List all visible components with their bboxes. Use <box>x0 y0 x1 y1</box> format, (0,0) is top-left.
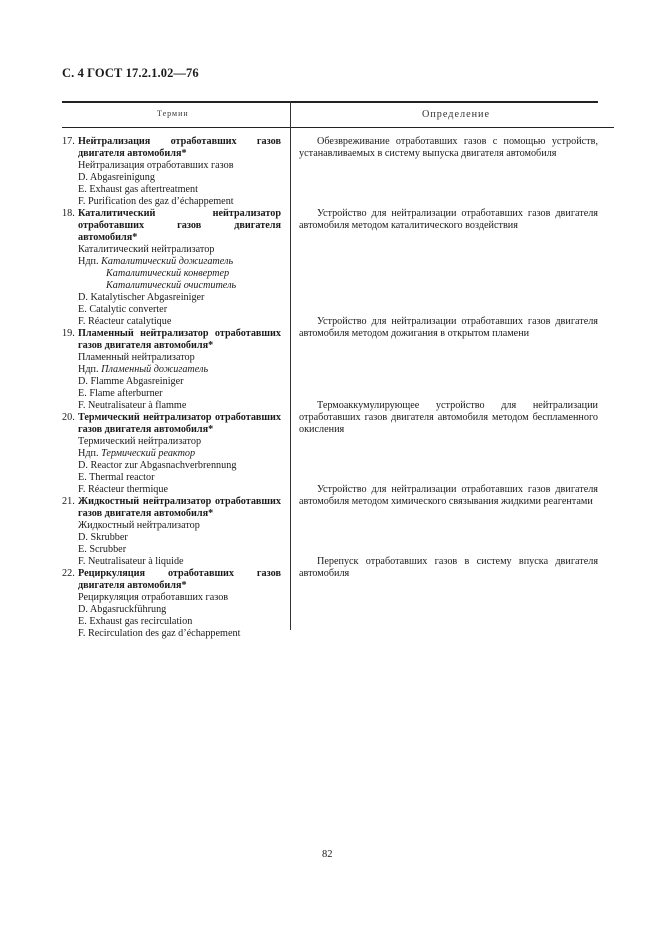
term-line: E. Flame afterburner <box>78 388 163 399</box>
term-line: F. Réacteur catalytique <box>78 316 172 327</box>
definition-17: Обезвреживание отработавших газов с помощью устройств, устанавливаемых в систему выпуска двигателя автомобиля <box>299 136 598 159</box>
entry-number: 18. <box>62 208 75 219</box>
ndp-prefix: Ндп. <box>78 448 99 459</box>
term-line: Термический нейтрализатор <box>78 436 202 447</box>
ndp-line <box>62 256 281 268</box>
entry-title: Пламенный нейтрализатор отработавших газов двигателя автомобиля* <box>78 328 281 351</box>
term-line: F. Purification des gaz d’échappement <box>78 196 234 207</box>
entry-title: Каталитический нейтрализатор отработавших газов двигателя автомобиля* <box>78 208 281 243</box>
entry-number: 19. <box>62 328 75 339</box>
term-line: D. Reactor zur Abgasnachverbrennung <box>78 460 237 471</box>
term-line: E. Thermal reactor <box>78 472 155 483</box>
ndp-term: Термический реактор <box>101 448 196 459</box>
term-entry-17 <box>62 136 281 208</box>
ndp-term: Каталитический очиститель <box>106 280 237 291</box>
table-top-rule <box>62 101 598 103</box>
page-header: С. 4 ГОСТ 17.2.1.02—76 <box>62 66 199 80</box>
table-header-rule <box>62 127 614 128</box>
ndp-line <box>62 448 281 460</box>
term-line: D. Abgasreinigung <box>78 172 155 183</box>
entry-number: 20. <box>62 412 75 423</box>
term-entry-20 <box>62 412 281 496</box>
term-line: D. Flamme Abgasreiniger <box>78 376 184 387</box>
term-line: E. Exhaust gas recirculation <box>78 616 193 627</box>
term-line: Рециркуляция отработавших газов <box>78 592 229 603</box>
term-entry-22 <box>62 568 281 640</box>
definition-19: Устройство для нейтрализации отработавших газов двигателя автомобиля методом дожигания в открытом пламени <box>299 316 598 339</box>
definition-20: Термоаккумулирующее устройство для нейтрализации отработавших газов двигателя автомобиля методом беспламенного окисления <box>299 400 598 435</box>
term-line: Жидкостный нейтрализатор <box>78 520 200 531</box>
column-header-definition: Определение <box>422 109 491 120</box>
term-line: F. Neutralisateur à liquide <box>78 556 184 567</box>
term-line: F. Recirculation des gaz d’échappement <box>78 628 241 639</box>
entry-title: Рециркуляция отработавших газов двигателя автомобиля* <box>78 568 281 591</box>
term-line: Пламенный нейтрализатор <box>78 352 195 363</box>
term-line: F. Neutralisateur à flamme <box>78 400 187 411</box>
term-line: Нейтрализация отработавших газов <box>78 160 234 171</box>
entry-number: 21. <box>62 496 75 507</box>
term-line: E. Exhaust gas aftertreatment <box>78 184 198 195</box>
ndp-term: Пламенный дожигатель <box>101 364 209 375</box>
terms-column <box>62 136 281 640</box>
ndp-line <box>62 364 281 376</box>
term-line: E. Scrubber <box>78 544 127 555</box>
term-line: Каталитический нейтрализатор <box>78 244 215 255</box>
term-entry-19 <box>62 328 281 412</box>
entry-title: Термический нейтрализатор отработавших газов двигателя автомобиля* <box>78 412 281 435</box>
entry-number: 17. <box>62 136 75 147</box>
term-line: E. Catalytic converter <box>78 304 168 315</box>
term-entry-21 <box>62 496 281 568</box>
definition-21: Устройство для нейтрализации отработавших газов двигателя автомобиля методом химического связывания жидкими реагентами <box>299 484 598 507</box>
entry-number: 22. <box>62 568 75 579</box>
page-number: 82 <box>322 849 333 860</box>
term-line: D. Katalytischer Abgasreiniger <box>78 292 205 303</box>
entry-title: Нейтрализация отработавших газов двигателя автомобиля* <box>78 136 281 159</box>
ndp-term: Каталитический дожигатель <box>101 256 234 267</box>
column-header-term: Термин <box>157 109 189 118</box>
column-divider <box>290 101 291 630</box>
term-line: D. Abgasruckführung <box>78 604 167 615</box>
term-entry-18 <box>62 208 281 328</box>
definition-18: Устройство для нейтрализации отработавших газов двигателя автомобиля методом каталитического воздействия <box>299 208 598 231</box>
term-line: F. Réacteur thermique <box>78 484 168 495</box>
definition-22: Перепуск отработавших газов в систему впуска двигателя автомобиля <box>299 556 598 579</box>
ndp-prefix: Ндп. <box>78 256 99 267</box>
entry-title: Жидкостный нейтрализатор отработавших газов двигателя автомобиля* <box>78 496 281 519</box>
ndp-term: Каталитический конвертер <box>106 268 230 279</box>
term-line: D. Skrubber <box>78 532 128 543</box>
ndp-prefix: Ндп. <box>78 364 99 375</box>
